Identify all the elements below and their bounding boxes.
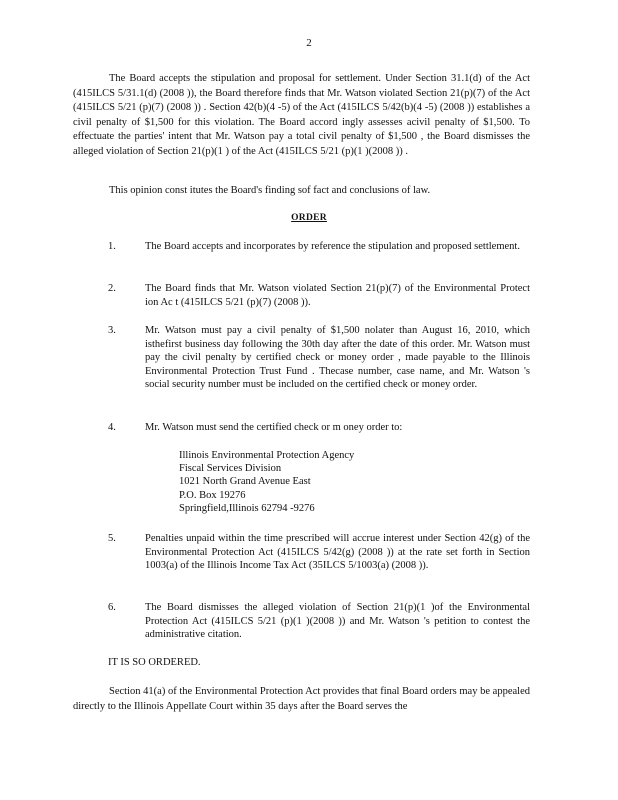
order-item-number: 4.: [108, 422, 116, 433]
findings-paragraph: [73, 184, 530, 199]
order-item-text: Mr. Watson must send the certified check or m oney order to:: [145, 422, 403, 433]
address-line: Fiscal Services Division: [179, 463, 282, 475]
page-number: 2: [306, 37, 312, 49]
order-item-text: Mr. Watson must pay a civil penalty of $1,500 nolater than August 16, 2010, which isthefirst business day following the 30th day after the date of this order. Mr. Watson must pay the civil penalty by certified check or money order , made payable to the Illinois Environmental Protection Trust Fund . Thecase number, case name, and Mr. Watson 's social security number must be included on the certified check or money order.: [145, 325, 530, 391]
opinion-paragraph: [73, 72, 530, 160]
appeal-paragraph-text: Section 41(a) of the Environmental Protection Act provides that final Board orders may be appealed directly to the Illinois Appellate Court within 35 days after the Board serves the: [73, 686, 530, 712]
order-item-number: 5.: [108, 533, 116, 544]
order-item-number: 6.: [108, 602, 116, 613]
order-item-text: Penalties unpaid within the time prescribed will accrue interest under Section 42(g) of the Environmental Protection Act (415ILCS 5/42(g) (2008 )) at the rate set forth in Section 1003(a) of the Illinois Income Tax Act (35ILCS 5/1003(a) (2008 )).: [145, 533, 530, 572]
so-ordered-line: IT IS SO ORDERED.: [108, 657, 201, 668]
address-line: Springfield,Illinois 62794 -9276: [179, 502, 315, 514]
appeal-paragraph: [73, 685, 530, 714]
order-item-text: The Board accepts and incorporates by reference the stipulation and proposed settlement.: [145, 241, 520, 252]
address-line: P.O. Box 19276: [179, 489, 246, 501]
order-item-text: The Board dismisses the alleged violation of Section 21(p)(1 )of the Environmental Protection Act (415ILCS 5/21 (p)(1 )(2008 )) and Mr. Watson 's petition to contest the administrative citation.: [145, 602, 530, 641]
order-item-text: The Board finds that Mr. Watson violated Section 21(p)(7) of the Environmental Protect ion Ac t (415ILCS 5/21 (p)(7) (2008 )).: [145, 283, 530, 308]
order-item-number: 1.: [108, 241, 116, 252]
mailing-address: [179, 449, 354, 515]
address-line: 1021 North Grand Avenue East: [179, 476, 311, 488]
address-line: Illinois Environmental Protection Agency: [179, 450, 355, 461]
order-heading: ORDER: [291, 213, 327, 223]
order-item-number: 2.: [108, 283, 116, 294]
order-item-number: 3.: [108, 325, 116, 336]
findings-paragraph-text: This opinion const itutes the Board's finding sof fact and conclusions of law.: [109, 185, 431, 196]
opinion-paragraph-text: The Board accepts the stipulation and proposal for settlement. Under Section 31.1(d) of the Act (415ILCS 5/31.1(d) (2008 )), the Board therefore finds that Mr. Watson violated Section 21(p)(7) of the Act (415ILCS 5/21 (p)(7) (2008 )) . Section 42(b)(4 -5) of the Act (415ILCS 5/42(b)(4 -5) (2008 )) establishes a civil penalty of $1,500 for this violation. The Board accord ingly assesses acivil penalty of $1,500. To effectuate the parties' intent that Mr. Watson pay a total civil penalty of $1,500 , the Board dismisses the alleged violation of Section 21(p)(1 ) of the Act (415ILCS 5/21 (p)(1 )(2008 )) .: [73, 73, 530, 157]
